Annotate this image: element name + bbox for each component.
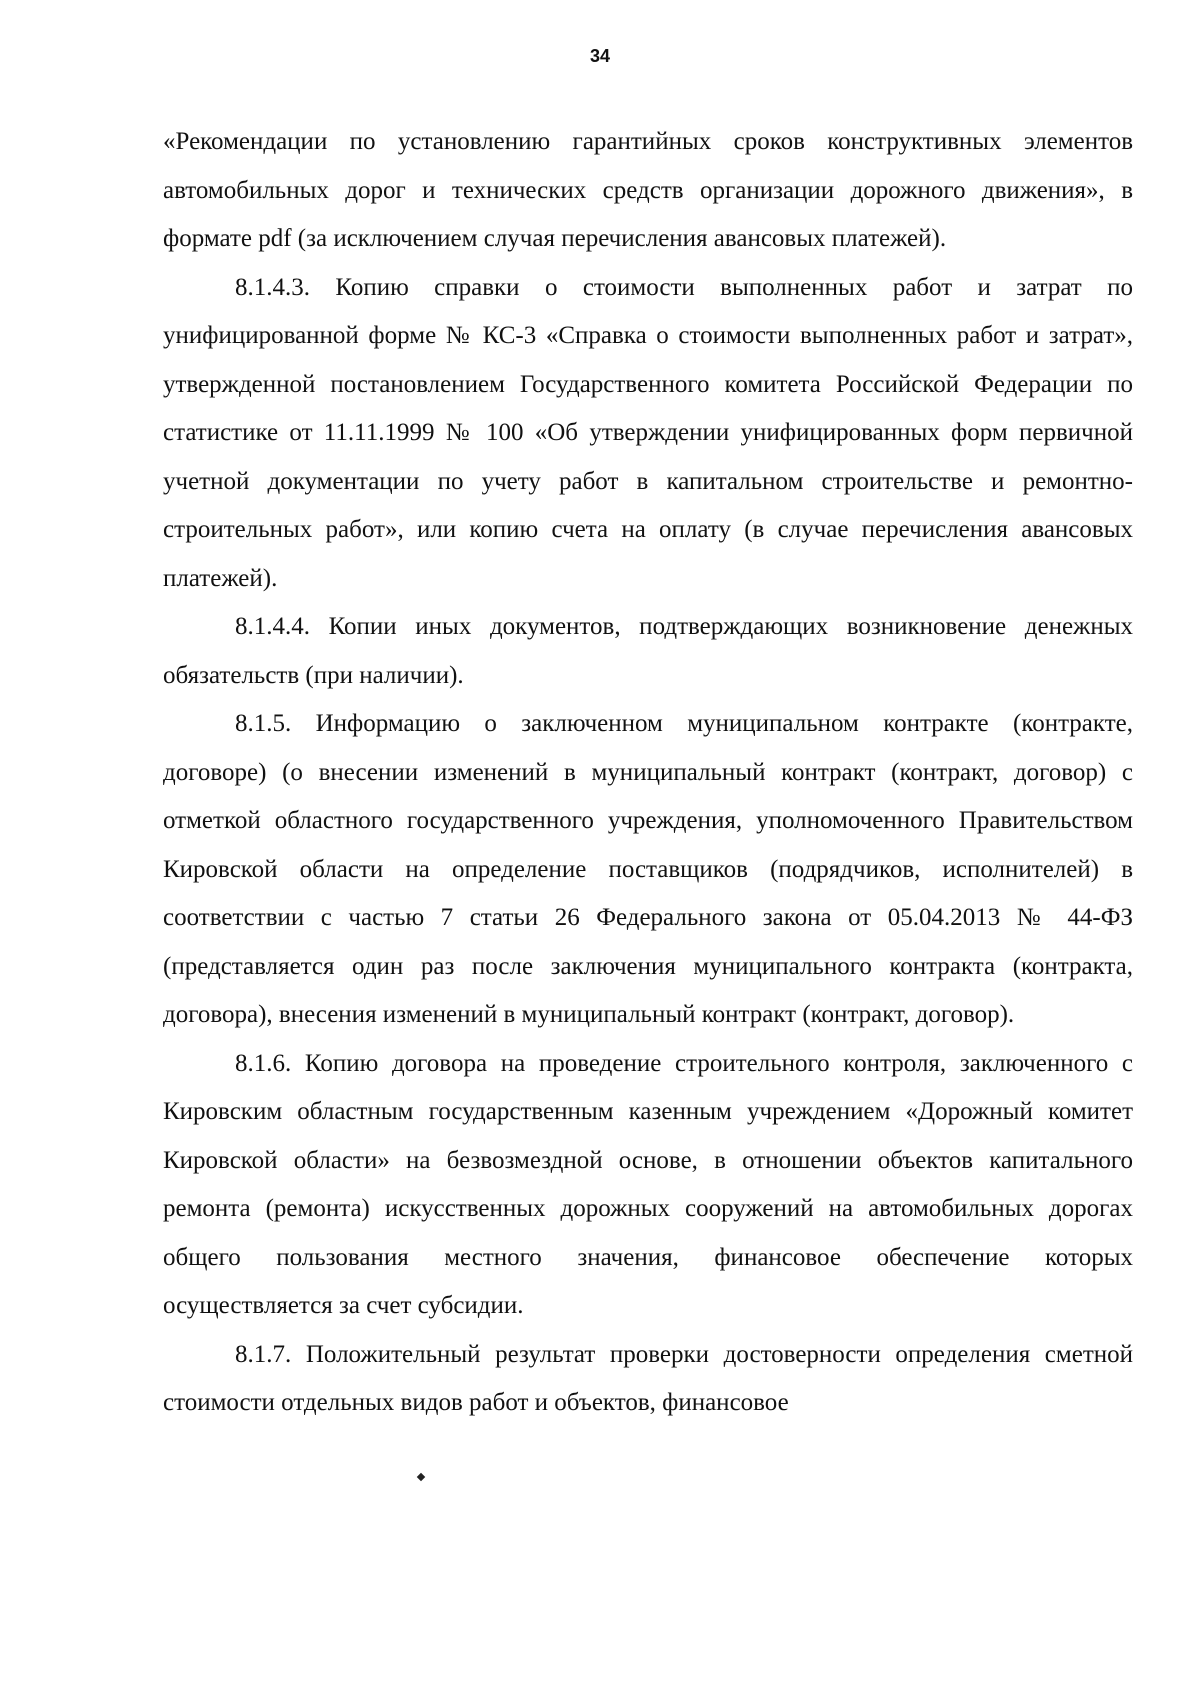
paragraph-8-1-4-3: 8.1.4.3. Копию справки о стоимости выполненных работ и затрат по унифицированной форме № КС-3 «Справка о стоимости выполненных работ и затрат», утвержденной постановлением Государственного комитета Российской Федерации по статистике от 11.11.1999 № 100 «Об утверждении унифицированных форм первичной учетной документации по учету работ в капитальном строительстве и ремонтно-строительных работ», или копию счета на оплату (в случае перечисления авансовых платежей). [163,273,1133,592]
scan-speck [417,1473,425,1481]
paragraph-continuation: «Рекомендации по установлению гарантийных сроков конструктивных элементов автомобильных дорог и технических средств организации дорожного движения», в формате pdf (за исключением случая перечисления авансовых платежей). [163,128,1133,252]
paragraph-8-1-7: 8.1.7. Положительный результат проверки достоверности определения сметной стоимости отдельных видов работ и объектов, финансовое [163,1340,1133,1416]
paragraph-8-1-5: 8.1.5. Информацию о заключенном муниципальном контракте (контракте, договоре) (о внесении изменений в муниципальный контракт (контракт, договор) с отметкой областного государственного учреждения, уполномоченного Правительством Кировской области на определение поставщиков (подрядчиков, исполнителей) в соответствии с частью 7 статьи 26 Федерального закона от 05.04.2013 № 44-ФЗ (представляется один раз после заключения муниципального контракта (контракта, договора), внесения изменений в муниципальный контракт (контракт, договор). [163,710,1133,1028]
paragraph-8-1-4-4: 8.1.4.4. Копии иных документов, подтверждающих возникновение денежных обязательств (при наличии). [163,613,1133,689]
document-body [163,118,1133,1428]
paragraph-8-1-6: 8.1.6. Копию договора на проведение строительного контроля, заключенного с Кировским областным государственным казенным учреждением «Дорожный комитет Кировской области» на безвозмездной основе, в отношении объектов капитального ремонта (ремонта) искусственных дорожных сооружений на автомобильных дорогах общего пользования местного значения, финансовое обеспечение которых осуществляется за счет субсидии. [163,1049,1133,1319]
page-number: 34 [589,46,611,66]
